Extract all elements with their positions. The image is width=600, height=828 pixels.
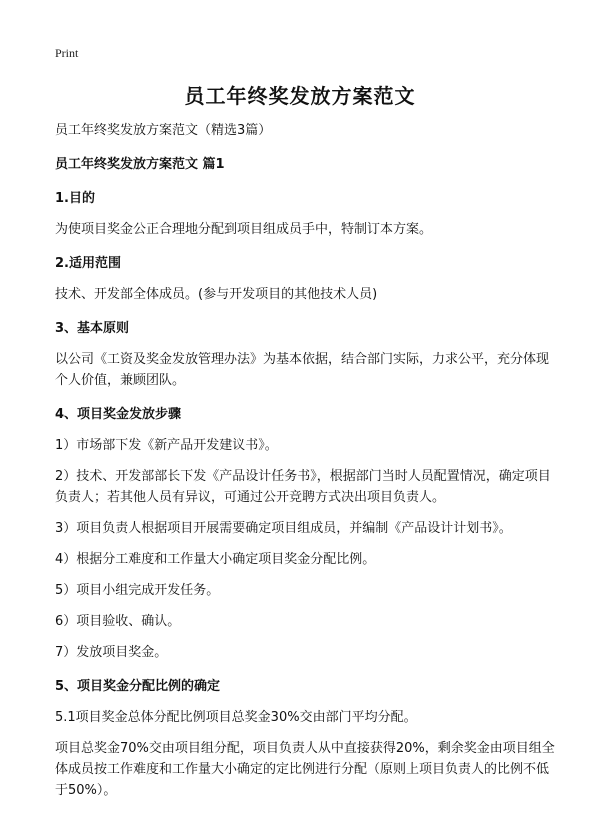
- step-item: 5）项目小组完成开发任务。: [55, 583, 220, 598]
- heading-principles: 3、基本原则: [55, 321, 130, 336]
- step-item: 4）根据分工难度和工作量大小确定项目奖金分配比例。: [55, 552, 376, 567]
- document-title: 员工年终奖发放方案范文: [184, 84, 416, 108]
- document-subtitle: 员工年终奖发放方案范文（精选3篇）: [55, 123, 272, 138]
- step-item: 2）技术、开发部部长下发《产品设计任务书》，根据部门当时人员配置情况，确定项目负责人；若其他人员有异议，可通过公开竞聘方式决出项目负责人。: [55, 469, 551, 505]
- step-item: 1）市场部下发《新产品开发建议书》。: [55, 438, 278, 453]
- paragraph: 项目总奖金70%交由项目组分配，项目负责人从中直接获得20%，剩余奖金由项目组全体成员按工作难度和工作量大小确定的定比例进行分配（原则上项目负责人的比例不低于50%）。: [55, 741, 555, 798]
- heading-steps: 4、项目奖金发放步骤: [55, 407, 182, 422]
- heading-scope: 2.适用范围: [55, 256, 121, 271]
- paragraph: 以公司《工资及奖金发放管理办法》为基本依据，结合部门实际，力求公平，充分体现个人价值，兼顾团队。: [55, 352, 550, 388]
- paragraph: 5.1项目奖金总体分配比例项目总奖金30%交由部门平均分配。: [55, 710, 417, 725]
- section-title: 员工年终奖发放方案范文 篇1: [55, 157, 225, 172]
- document-body: [55, 120, 555, 801]
- paragraph: 为使项目奖金公正合理地分配到项目组成员手中，特制订本方案。: [55, 222, 433, 237]
- paragraph: 技术、开发部全体成员。(参与开发项目的其他技术人员): [55, 287, 378, 302]
- step-item: 7）发放项目奖金。: [55, 645, 168, 660]
- heading-allocation: 5、项目奖金分配比例的确定: [55, 679, 221, 694]
- step-item: 3）项目负责人根据项目开展需要确定项目组成员，并编制《产品设计计划书》。: [55, 521, 512, 536]
- heading-purpose: 1.目的: [55, 191, 95, 206]
- step-item: 6）项目验收、确认。: [55, 614, 181, 629]
- print-link[interactable]: Print: [55, 46, 79, 60]
